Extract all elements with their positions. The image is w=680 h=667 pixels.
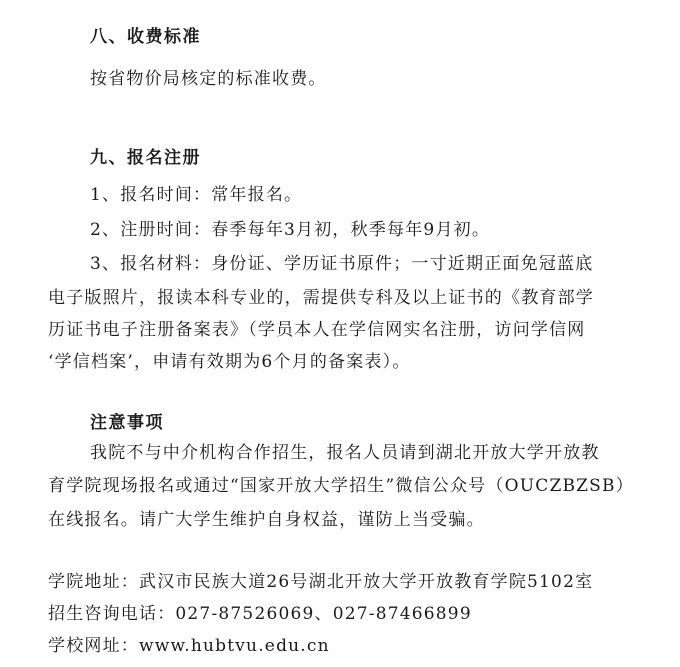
notice-heading: 注意事项 (90, 413, 164, 433)
contact-phone: 招生咨询电话：027-87526069、027-87466899 (48, 604, 472, 624)
notice-line1: 我院不与中介机构合作招生，报名人员请到湖北开放大学开放教 (90, 443, 600, 463)
section9-item3-line1: 3、报名材料：身份证、学历证书原件；一寸近期正面免冠蓝底 (90, 254, 594, 274)
notice-line3: 在线报名。请广大学生维护自身权益，谨防上当受骗。 (48, 510, 485, 530)
notice-line2: 育学院现场报名或通过“国家开放大学招生”微信公众号（OUCZBZSB） (48, 476, 634, 496)
section8-heading: 八、收费标准 (90, 27, 201, 47)
section9-item2: 2、注册时间：春季每年3月初，秋季每年9月初。 (90, 220, 491, 240)
section8-text: 按省物价局核定的标准收费。 (90, 69, 327, 89)
section9-item3-line3: 历证书电子注册备案表》（学员本人在学信网实名注册，访问学信网 (48, 320, 586, 340)
section9-item1: 1、报名时间：常年报名。 (90, 185, 303, 205)
section9-item3-line4: ‘学信档案’，申请有效期为6个月的备案表）。 (48, 352, 411, 372)
contact-website: 学校网址：www.hubtvu.edu.cn (48, 636, 330, 656)
section9-item3-line2: 电子版照片，报读本科专业的，需提供专科及以上证书的《教育部学 (48, 288, 594, 308)
section9-heading: 九、报名注册 (90, 148, 201, 168)
contact-address: 学院地址：武汉市民族大道26号湖北开放大学开放教育学院5102室 (48, 572, 594, 592)
